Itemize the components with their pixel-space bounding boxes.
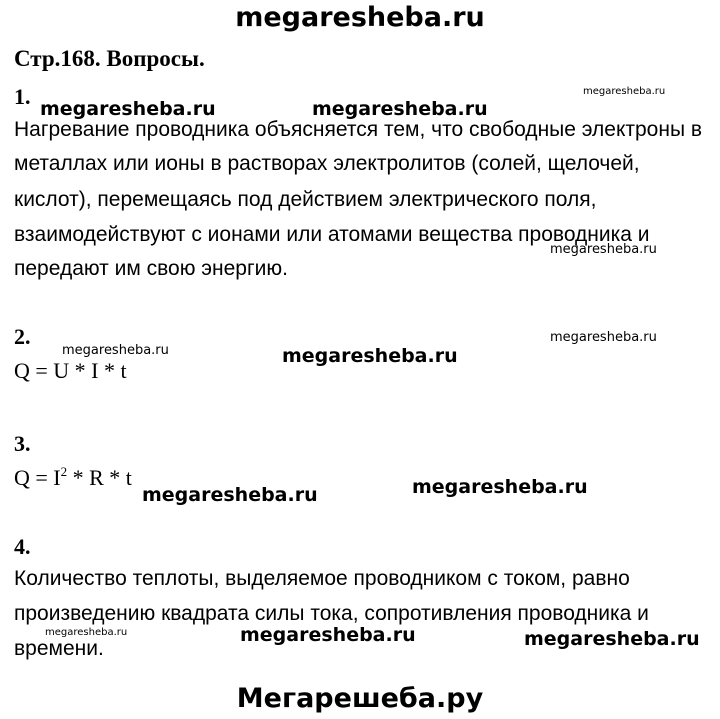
watermark: megaresheba.ru <box>412 476 588 498</box>
formula-exponent: 2 <box>60 464 68 479</box>
watermark: megaresheba.ru <box>62 343 169 358</box>
question-1-line-1: Нагревание проводника объясняется тем, что свободные электроны в <box>14 118 703 141</box>
formula-rest: * R * t <box>67 465 132 490</box>
page-title: Стр.168. Вопросы. <box>14 46 205 71</box>
question-3-number: 3. <box>14 431 31 456</box>
watermark: megaresheba.ru <box>45 627 128 638</box>
watermark: megaresheba.ru <box>142 484 318 506</box>
watermark: megaresheba.ru <box>550 242 657 257</box>
site-header: megaresheba.ru <box>235 2 485 33</box>
watermark: megaresheba.ru <box>524 628 700 650</box>
question-1-number: 1. <box>14 84 31 109</box>
question-4-line-1: Количество теплоты, выделяемое проводником с током, равно <box>14 567 630 590</box>
question-1-line-3: кислот), перемещаясь под действием электрического поля, <box>14 188 597 211</box>
watermark: megaresheba.ru <box>282 345 458 367</box>
question-4-number: 4. <box>14 534 31 559</box>
watermark: megaresheba.ru <box>583 86 666 97</box>
watermark: megaresheba.ru <box>40 98 216 120</box>
question-4-line-2: произведению квадрата силы тока, сопротивления проводника и <box>14 602 649 625</box>
question-1-line-4: взаимодействуют с ионами или атомами вещества проводника и <box>14 223 650 246</box>
formula-base: Q = I <box>14 465 61 490</box>
question-1-line-2: металлах или ионы в растворах электролитов (солей, щелочей, <box>14 152 640 175</box>
question-3-formula <box>14 464 132 491</box>
question-4-line-3: времени. <box>14 637 104 660</box>
site-footer: Мегарешеба.ру <box>236 683 484 714</box>
question-1-line-5: передают им свою энергию. <box>14 257 288 280</box>
question-2-formula: Q = U * I * t <box>14 358 127 383</box>
watermark: megaresheba.ru <box>312 98 488 120</box>
question-2-number: 2. <box>14 324 31 349</box>
watermark: megaresheba.ru <box>240 624 416 646</box>
watermark: megaresheba.ru <box>550 330 657 345</box>
